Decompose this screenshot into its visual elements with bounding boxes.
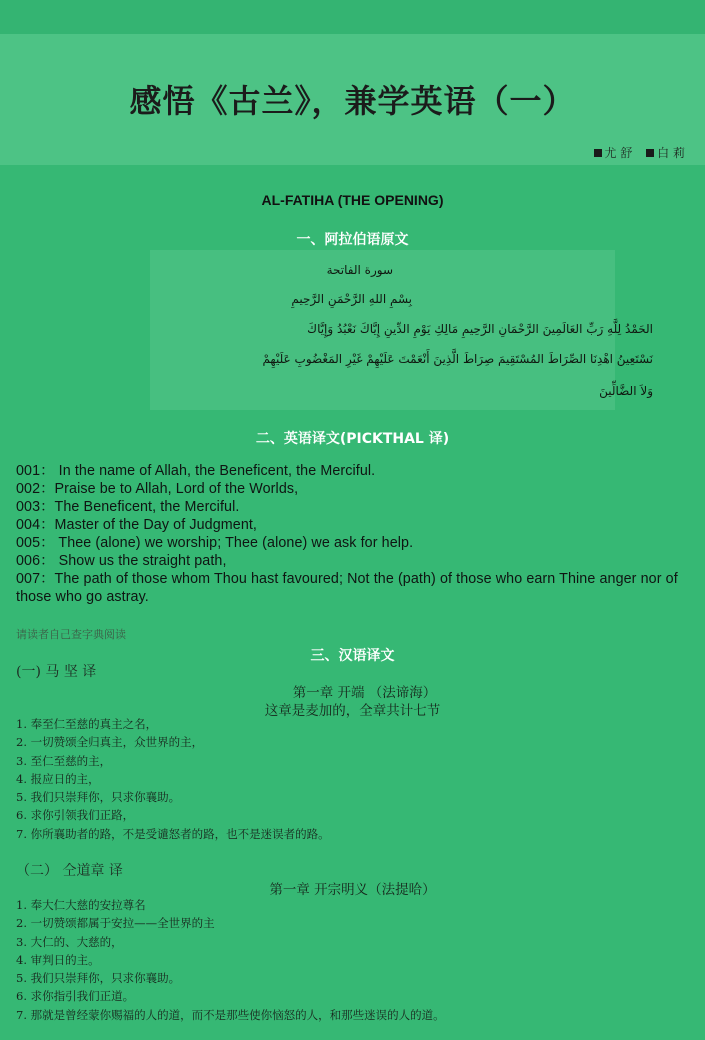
chinese-verse: 1. 奉大仁大慈的安拉尊名 [16,898,146,912]
section-heading-english: 二、英语译文(PICKTHAL 译) [255,431,450,447]
translator-line: (一) 马 坚 译 [16,664,97,680]
arabic-line: بِسْمِ اللهِ الرَّحْمَنِ الرَّحِيمِ [291,292,412,306]
chinese-verse: 2. 一切赞颂都属于安拉——全世界的主 [16,916,215,931]
section-heading-chinese: 三、汉语译文 [310,648,395,664]
surah-title: AL-FATIHA (THE OPENING) [261,192,444,208]
arabic-line: سورة الفاتحة [326,263,393,277]
chinese-verse: 3. 大仁的、大慈的， [16,934,123,949]
author-line [584,144,685,161]
chinese-verse: 4. 报应日的主， [16,771,100,786]
reader-note: 请读者自己查字典阅读 [16,628,126,641]
english-verse: 001： In the name of Allah, the Beneficent, the Merciful. [16,463,376,479]
english-verse: 007：The path of those whom Thou hast favoured; Not the (path) of those who earn Thine anger nor of those who go astray. [16,571,678,605]
chinese-verse: 7. 你所襄助者的路，不是受谴怒者的路，也不是迷误者的路。 [16,826,330,841]
chinese-verse: 4. 审判日的主。 [16,952,100,967]
chinese-verse: 3. 至仁至慈的主， [16,753,112,768]
chapter-title: 第一章 开端 （法谛海） [292,685,437,701]
chinese-verse: 2. 一切赞颂全归真主，众世界的主， [16,735,204,750]
page-title: 感悟《古兰》，兼学英语（一） [129,82,576,120]
english-verse: 005： Thee (alone) we worship; Thee (alone) we ask for help. [16,535,414,551]
arabic-line: وَلاَ الضَّالِّينَ [599,384,653,398]
chinese-verse-list [16,896,696,1024]
english-verse: 002：Praise be to Allah, Lord of the Worlds, [16,481,299,497]
chinese-verse: 6. 求你指引我们正道。 [16,989,135,1004]
arabic-line: نَسْتَعِينُ اهْدِنَا الصِّرَاطَ المُسْتَقِيمَ صِرَاطَ الَّذِينَ أَنْعَمْتَ عَلَيْهِمْ غَيْرِ المَغْضُوبِ عَلَيْهِمْ [262,352,653,366]
top-band [0,0,705,34]
chapter-title: 第一章 开宗明义（法提哈） [269,882,436,898]
chinese-verse: 7. 那就是曾经蒙你赐福的人的道，而不是那些使你恼怒的人，和那些迷误的人的道。 [16,1007,445,1022]
english-verse: 006： Show us the straight path, [16,553,227,569]
chinese-verse: 5. 我们只崇拜你，只求你襄助。 [16,971,181,986]
square-bullet-icon [646,149,654,157]
english-verse: 004：Master of the Day of Judgment, [16,517,258,533]
author-name: 尤 舒 [604,146,633,160]
translator-line: （二） 仝道章 译 [16,863,123,879]
arabic-line: الحَمْدُ لِلَّهِ رَبِّ العَالَمِينَ الرَّحْمَانِ الرَّحِيمِ مَالِكِ يَوْمِ الدِّينِ إِيَّاكَ نَعْبُدُ وَإِيَّاكَ [307,322,653,336]
english-verse-list [16,462,691,606]
english-verse: 003：The Beneficent, the Merciful. [16,499,240,515]
author-name: 白 莉 [657,146,685,160]
chinese-verse: 5. 我们只崇拜你，只求你襄助。 [16,790,181,805]
chapter-subtitle: 这章是麦加的，全章共计七节 [264,703,441,719]
section-heading-arabic: 一、阿拉伯语原文 [296,232,409,248]
chinese-verse: 6. 求你引领我们正路， [16,808,135,823]
chinese-verse-list [16,715,696,843]
square-bullet-icon [594,149,602,157]
chinese-verse: 1. 奉至仁至慈的真主之名， [16,717,158,731]
